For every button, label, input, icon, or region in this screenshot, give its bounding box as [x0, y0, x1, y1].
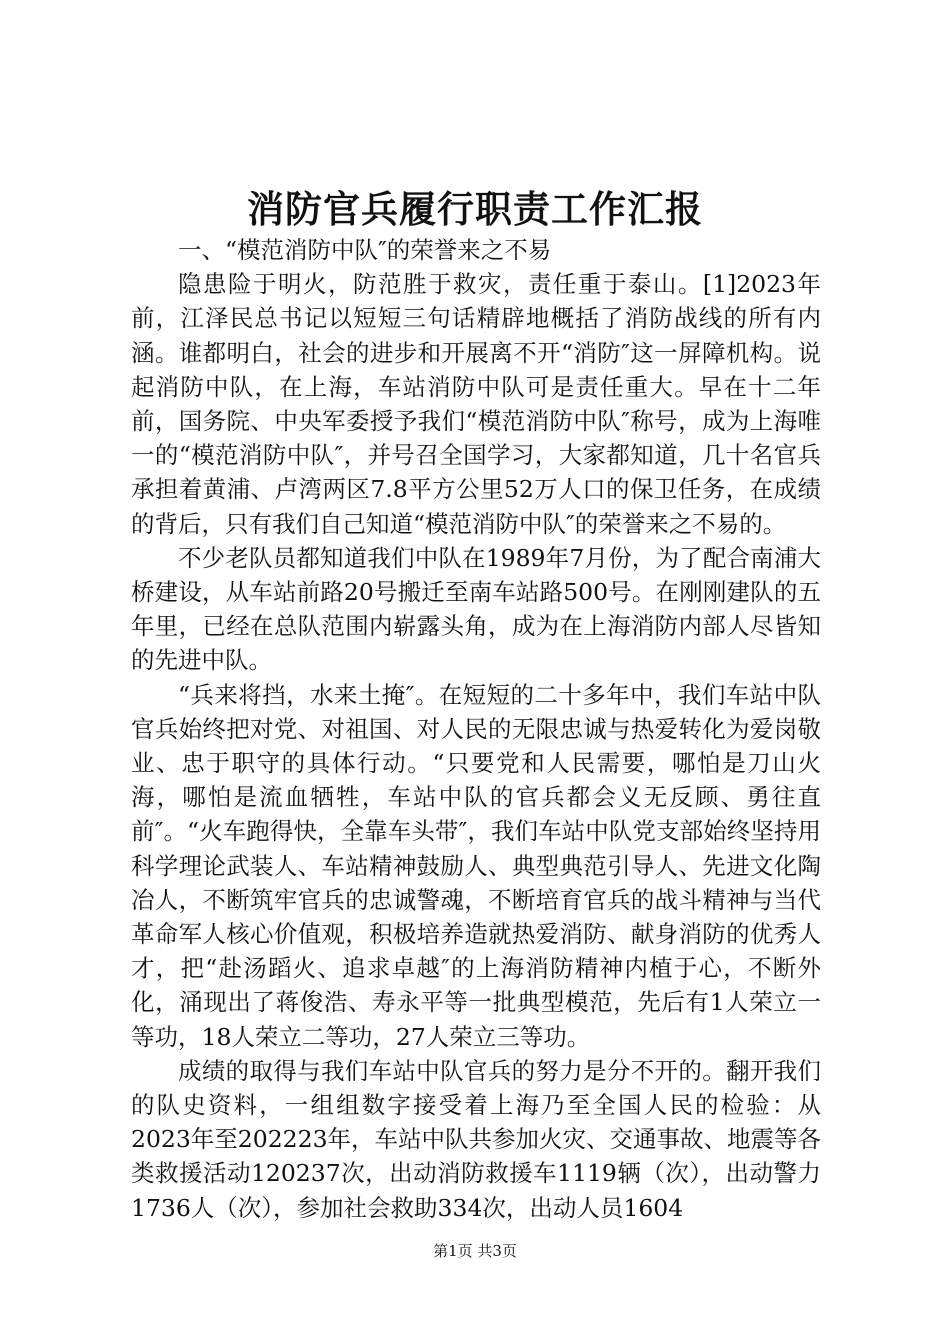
document-title: 消防官兵履行职责工作汇报 [247, 187, 703, 231]
paragraph-1: 隐患险于明火，防范胜于救灾，责任重于泰山。[1]2023年前，江泽民总书记以短短三句话精辟地概括了消防战线的所有内涵。谁都明白，社会的进步和开展离不开“消防″这一屏障机构。说起消防中队，在上海，车站消防中队可是责任重大。早在十二年前，国务院、中央军委授予我们“模范消防中队″称号，成为上海唯一的“模范消防中队″，并号召全国学习，大家都知道，几十名官兵承担着黄浦、卢湾两区7.8平方公里52万人口的保卫任务，在成绩的背后，只有我们自己知道“模范消防中队″的荣誉来之不易的。 [131, 270, 821, 538]
document-body [131, 233, 821, 1225]
page-footer: 第1页 共3页 [433, 1242, 517, 1260]
paragraph-3: “兵来将挡，水来土掩″。在短短的二十多年中，我们车站中队官兵始终把对党、对祖国、对人民的无限忠诚与热爱转化为爱岗敬业、忠于职守的具体行动。“只要党和人民需要，哪怕是刀山火海，哪怕是流血牺牲，车站中队的官兵都会义无反顾、勇往直前″。“火车跑得快，全靠车头带″，我们车站中队党支部始终坚持用科学理论武装人、车站精神鼓励人、典型典范引导人、先进文化陶冶人，不断筑牢官兵的忠诚警魂，不断培育官兵的战斗精神与当代革命军人核心价值观，积极培养造就热爱消防、献身消防的优秀人才，把“赴汤蹈火、追求卓越″的上海消防精神内植于心，不断外化，涌现出了蒋俊浩、寿永平等一批典型模范，先后有1人荣立一等功，18人荣立二等功，27人荣立三等功。 [131, 680, 821, 1051]
section-heading: 一、“模范消防中队″的荣誉来之不易 [178, 236, 552, 264]
paragraph-4: 成绩的取得与我们车站中队官兵的努力是分不开的。翻开我们的队史资料，一组组数字接受着上海乃至全国人民的检验：从2023年至202223年，车站中队共参加火灾、交通事故、地震等各类救援活动120237次，出动消防救援车1119辆（次），出动警力1736人（次），参加社会救助334次，出动人员1604 [131, 1056, 822, 1222]
paragraph-2: 不少老队员都知道我们中队在1989年7月份，为了配合南浦大桥建设，从车站前路20号搬迁至南车站路500号。在刚刚建队的五年里，已经在总队范围内崭露头角，成为在上海消防内部人尽皆知的先进中队。 [131, 543, 821, 675]
